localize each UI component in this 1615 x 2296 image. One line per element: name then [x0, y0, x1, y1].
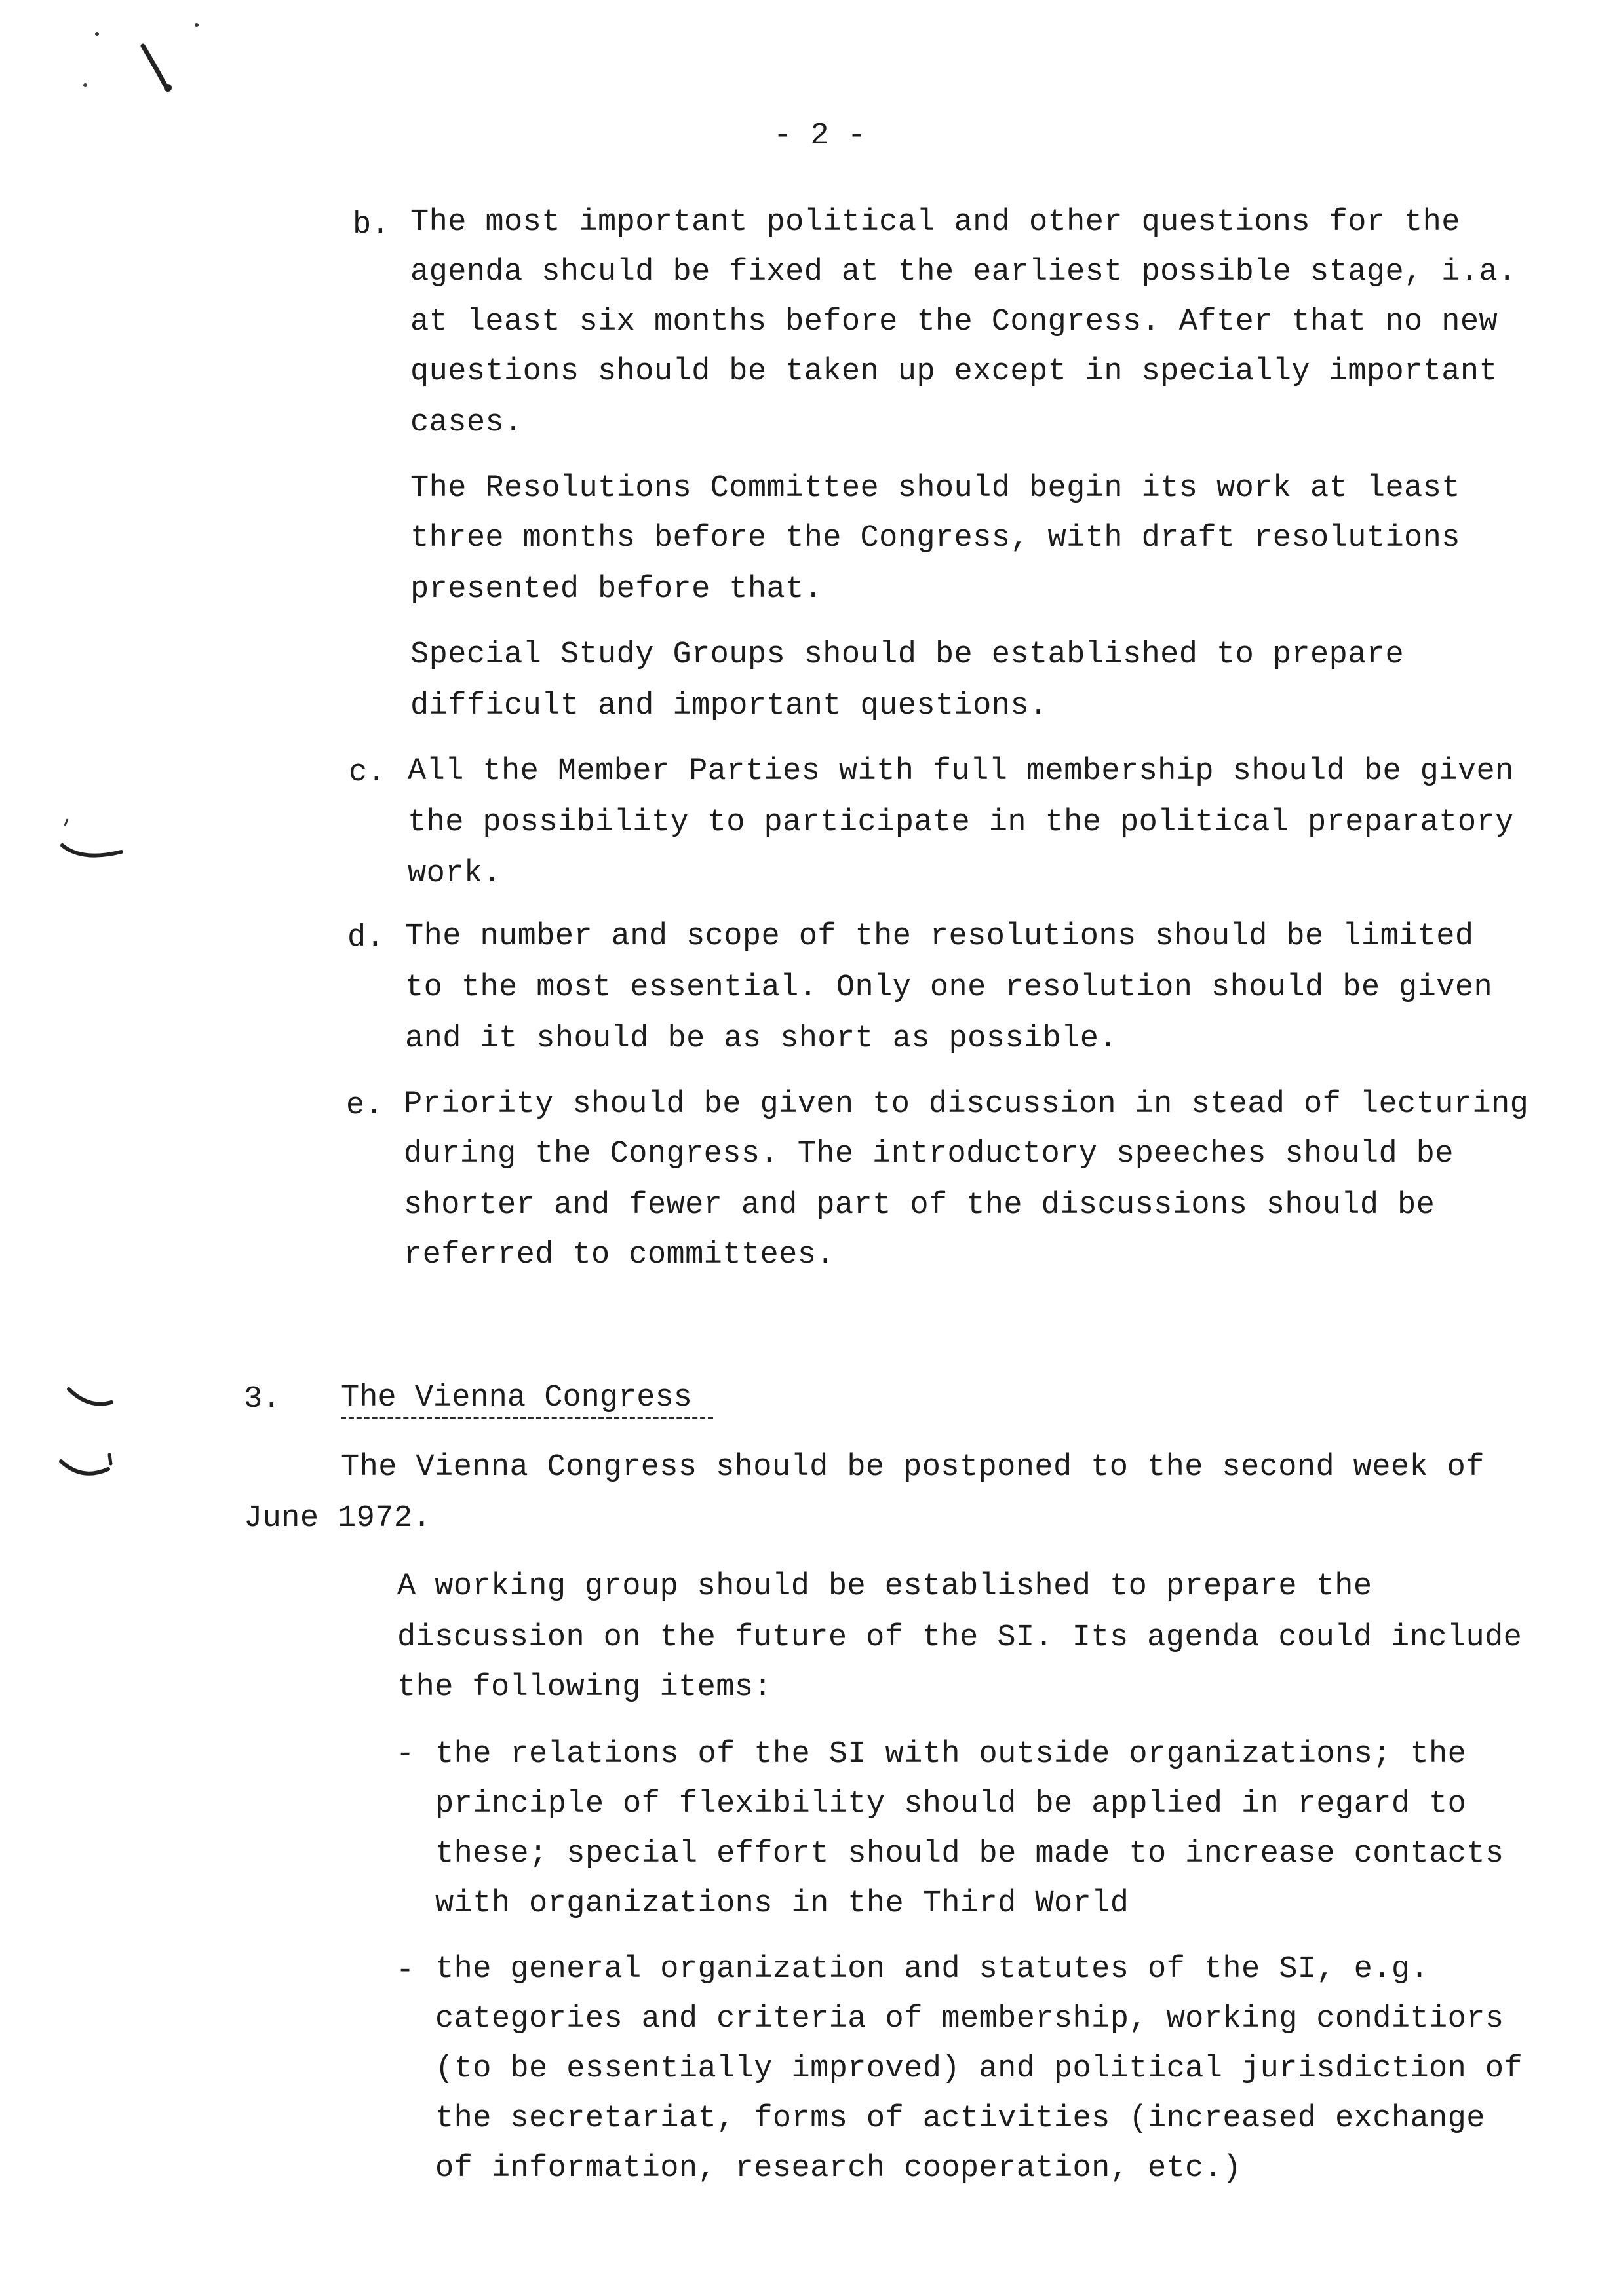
- bullet-2-line: of information, research cooperation, etc.): [435, 2151, 1241, 2186]
- working-group-line: A working group should be established to prepare the: [397, 1569, 1372, 1604]
- scan-mark-top-left: [66, 20, 210, 98]
- item-e-line: shorter and fewer and part of the discussions should be: [404, 1188, 1435, 1223]
- item-b-line: The most important political and other questions for the: [410, 205, 1460, 240]
- bullet-2-line: the secretariat, forms of activities (increased exchange: [435, 2101, 1485, 2136]
- section-3-intro-line: The Vienna Congress should be postponed to the second week of: [341, 1450, 1485, 1485]
- item-c-label: c.: [349, 756, 386, 790]
- item-d-line: to the most essential. Only one resolution should be given: [405, 970, 1493, 1005]
- item-b-paragraph-3-line: difficult and important questions.: [410, 689, 1048, 723]
- section-3-title: The Vienna Congress: [341, 1381, 692, 1415]
- bullet-1-line: with organizations in the Third World: [435, 1886, 1129, 1921]
- item-c-line: All the Member Parties with full membership should be given: [408, 754, 1514, 789]
- bullet-1-dash: -: [396, 1737, 415, 1772]
- item-e-label: e.: [346, 1088, 383, 1123]
- item-d-line: and it should be as short as possible.: [405, 1022, 1118, 1056]
- page-number: - 2 -: [773, 119, 866, 153]
- item-b-line: at least six months before the Congress. After that no new: [410, 305, 1498, 339]
- bullet-1-line: the relations of the SI with outside organizations; the: [435, 1737, 1467, 1772]
- bullet-2-line: (to be essentially improved) and political jurisdiction of: [435, 2052, 1523, 2086]
- section-3-intro-line: June 1972.: [244, 1501, 432, 1536]
- item-c-line: work.: [408, 856, 502, 891]
- bullet-1-line: principle of flexibility should be applied in regard to: [435, 1787, 1467, 1822]
- item-b-paragraph-2-line: three months before the Congress, with draft resolutions: [410, 521, 1460, 556]
- bullet-1-line: these; special effort should be made to increase contacts: [435, 1837, 1504, 1871]
- item-b-line: agenda shculd be fixed at the earliest possible stage, i.a.: [410, 255, 1517, 290]
- item-b-paragraph-2-line: presented before that.: [410, 572, 823, 607]
- working-group-line: the following items:: [397, 1670, 773, 1705]
- item-d-line: The number and scope of the resolutions should be limited: [405, 919, 1474, 954]
- bullet-2-line: categories and criteria of membership, working conditiors: [435, 2002, 1504, 2037]
- item-b-label: b.: [353, 208, 390, 242]
- item-b-paragraph-2-line: The Resolutions Committee should begin its work at least: [410, 471, 1460, 506]
- item-e-line: referred to committees.: [404, 1238, 835, 1272]
- working-group-line: discussion on the future of the SI. Its agenda could include: [397, 1620, 1523, 1655]
- bullet-2-line: the general organization and statutes of the SI, e.g.: [435, 1952, 1430, 1987]
- section-3-number: 3.: [244, 1382, 281, 1417]
- punch-hole-mark-3: [56, 1448, 128, 1494]
- item-b-line: questions should be taken up except in specially important: [410, 354, 1498, 389]
- item-b-line: cases.: [410, 406, 523, 440]
- item-e-line: during the Congress. The introductory speeches should be: [404, 1137, 1454, 1172]
- punch-hole-mark-1: [56, 813, 134, 878]
- item-d-label: d.: [347, 921, 385, 955]
- bullet-2-dash: -: [396, 1953, 415, 1988]
- item-c-line: the possibility to participate in the political preparatory: [408, 805, 1514, 840]
- item-e-line: Priority should be given to discussion in stead of lecturing: [404, 1087, 1529, 1122]
- item-b-paragraph-3-line: Special Study Groups should be established to prepare: [410, 638, 1405, 672]
- section-3-title-underline: [341, 1417, 713, 1419]
- punch-hole-mark-2: [62, 1383, 128, 1422]
